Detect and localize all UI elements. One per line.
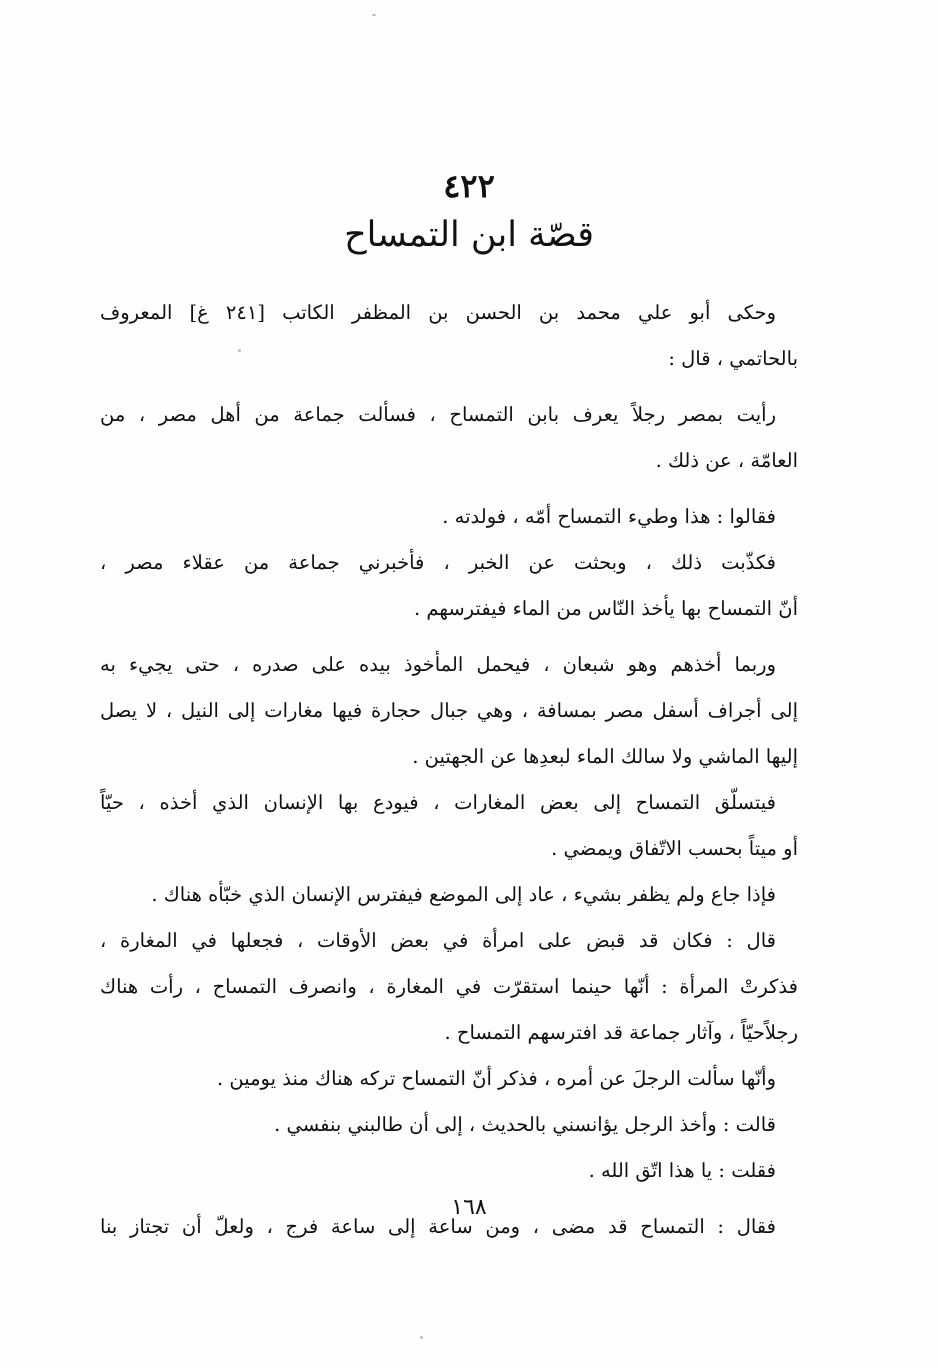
story-title: قصّة ابن التمساح: [344, 215, 594, 255]
text-line: فكذّبت ذلك ، وبحثت عن الخبر ، فأخبرني جماعة من عقلاء مصر ،: [100, 551, 776, 574]
text-line: فيتسلّق التمساح إلى بعض المغارات ، فيودع بها الإنسان الذي أخذه ، حيّاً: [100, 791, 776, 814]
text-line: أنّ التمساح بها يأخذ النّاس من الماء فيفترسهم .: [413, 597, 798, 620]
text-line: رأيت بمصر رجلاً يعرف بابن التمساح ، فسألت جماعة من أهل مصر ، من: [100, 403, 776, 426]
text-line: قالت : وأخذ الرجل يؤانسني بالحديث ، إلى أن طالبني بنفسي .: [274, 1113, 776, 1136]
text-line: العامّة ، عن ذلك .: [655, 449, 798, 472]
text-line: وحكى أبو علي محمد بن الحسن بن المظفر الكاتب [٢٤١ غ] المعروف: [100, 301, 776, 324]
text-line: إلى أجراف أسفل مصر بمسافة ، وهي جبال حجارة فيها مغارات إلى النيل ، لا يصل: [100, 699, 798, 722]
paper-speck: [372, 14, 376, 16]
text-line: بالحاتمي ، قال :: [668, 347, 798, 370]
text-line: فذكرتْ المرأة : أنّها حينما استقرّت في المغارة ، وانصرف التمساح ، رأت هناك: [100, 975, 798, 998]
page-number: ١٦٨: [451, 1195, 487, 1220]
text-line: فإذا جاع ولم يظفر بشيء ، عاد إلى الموضع فيفترس الإنسان الذي خبّأه هناك .: [151, 883, 776, 906]
text-line: إليها الماشي ولا سالك الماء لبعدِها عن الجهتين .: [412, 745, 798, 768]
story-number: ٤٢٢: [443, 167, 495, 205]
paper-speck: [420, 1336, 423, 1339]
text-line: أو ميتاً بحسب الاتّفاق ويمضي .: [551, 837, 798, 860]
text-line: وربما أخذهم وهو شبعان ، فيحمل المأخوذ بيده على صدره ، حتى يجيء به: [100, 653, 776, 676]
text-line: رجلاًحيّاً ، وآثار جماعة قد افترسهم التمساح .: [444, 1021, 798, 1044]
text-line: فقالوا : هذا وطيء التمساح أمّه ، فولدته .: [442, 505, 776, 528]
text-line: وأنّها سألت الرجلَ عن أمره ، فذكر أنّ التمساح تركه هناك منذ يومين .: [216, 1067, 776, 1090]
story-body: [100, 290, 798, 1250]
text-line: قال : فكان قد قبض على امرأة في بعض الأوقات ، فجعلها في المغارة ،: [100, 929, 776, 952]
text-line: فقلت : يا هذا اتّق الله .: [588, 1159, 776, 1182]
text-line: فقال : التمساح قد مضى ، ومن ساعة إلى ساعة فرج ، ولعلّ أن تجتاز بنا: [100, 1215, 776, 1238]
